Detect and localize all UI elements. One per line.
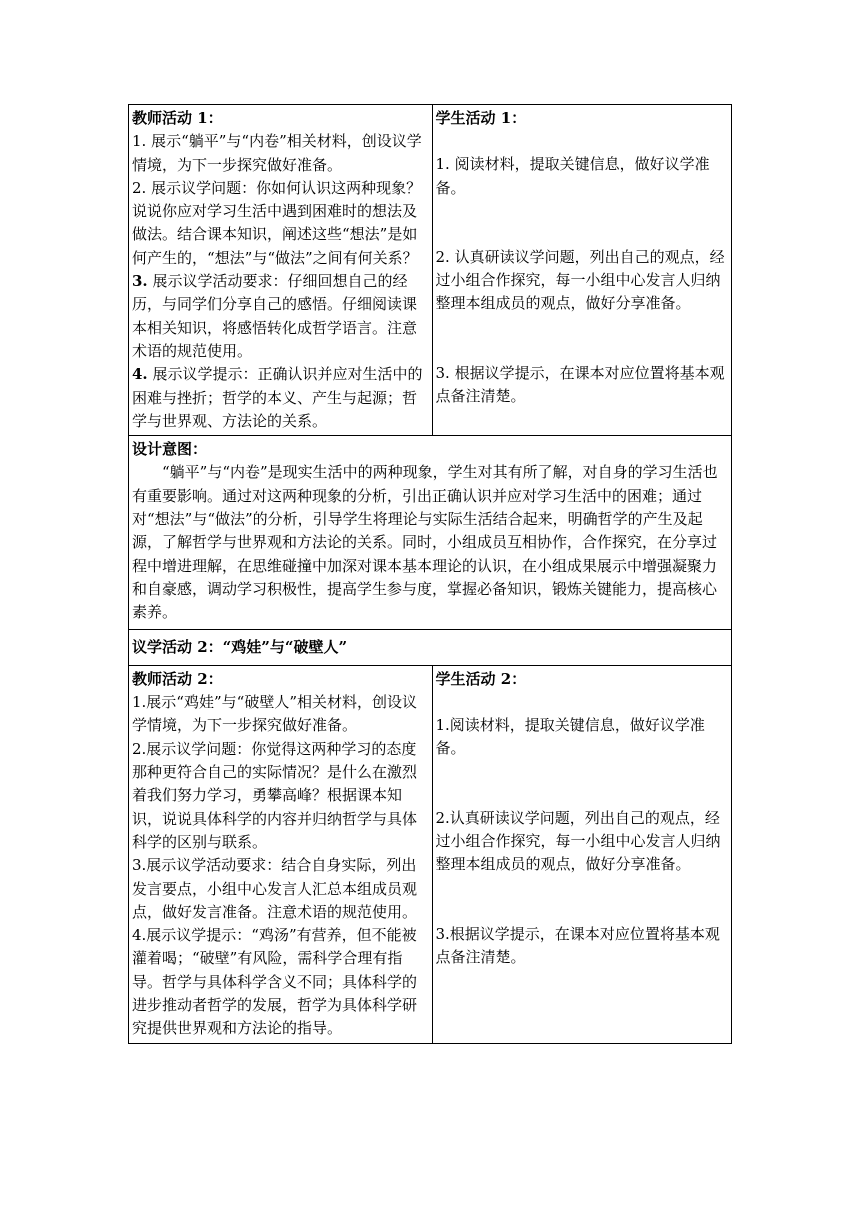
activity2-row bbox=[129, 665, 732, 1043]
design-intent-body: “躺平”与“内卷”是现实生活中的两种现象，学生对其有所了解，对自身的学习生活也有重要影响。通过对这两种现象的分析，引出正确认识并应对学习生活中的困难；通过对“想法”与“做法”的分析，引导学生将理论与实际生活结合起来，明确哲学的产生及起源，了解哲学与世界观和方法论的关系。同时，小组成员互相协作，合作探究，在分享过程中增进理解，在思维碰撞中加深对课本基本理论的认识，在小组成果展示中增强凝聚力和自豪感，调动学习积极性，提高学生参与度，掌握必备知识，锻炼关键能力，提高核心素养。 bbox=[132, 463, 718, 622]
teacher-activity1-title: 教师活动 1： bbox=[132, 109, 223, 127]
teacher-activity1-item-4: 4. 展示议学提示：正确认识并应对生活中的困难与挫折；哲学的本义、产生与起源；哲学与世界观、方法论的关系。 bbox=[132, 365, 423, 430]
teacher-activity2-item-4: 4.展示议学提示：“鸡汤”有营养，但不能被灌着喝；“破壁”有风险，需科学合理有指导。哲学与具体科学含义不同；具体科学的进步推动者哲学的发展，哲学为具体科学研究提供世界观和方法论的指导。 bbox=[132, 926, 418, 1038]
teacher-activity2-cell bbox=[129, 665, 433, 1043]
student-activity1-item-1: 1. 阅读材料，提取关键信息，做好议学准备。 bbox=[435, 155, 710, 197]
student-activity2-title: 学生活动 2： bbox=[435, 669, 527, 688]
student-activity1-item-3: 3. 根据议学提示，在课本对应位置将基本观点备注清楚。 bbox=[435, 363, 725, 406]
student-activity2-item-3: 3.根据议学提示，在课本对应位置将基本观点备注清楚。 bbox=[435, 924, 720, 966]
activity1-row bbox=[129, 105, 732, 436]
design-intent-title: 设计意图： bbox=[132, 440, 208, 459]
student-activity2-cell bbox=[432, 665, 732, 1043]
activity2-title-row bbox=[129, 629, 732, 665]
student-activity1-item-2: 2. 认真研读议学问题，列出自己的观点，经过小组合作探究，每一小组中心发言人归纳整理本组成员的观点，做好分享准备。 bbox=[435, 247, 725, 313]
student-activity1-title: 学生活动 1： bbox=[435, 109, 527, 127]
lesson-plan-table bbox=[128, 104, 732, 1044]
teacher-activity2-title: 教师活动 2： bbox=[132, 669, 223, 688]
activity2-title: 议学活动 2：“鸡娃”与“破壁人” bbox=[129, 629, 732, 665]
teacher-activity1-item-1: 1. 展示“躺平”与“内卷”相关材料，创设议学情境，为下一步探究做好准备。 bbox=[132, 132, 422, 174]
teacher-activity2-item-2: 2.展示议学问题：你觉得这两种学习的态度那种更符合自己的实际情况？是什么在激烈着我们努力学习，勇攀高峰？根据课本知识，说说具体科学的内容并归纳哲学与具体科学的区别与联系。 bbox=[132, 739, 418, 851]
design-intent-row bbox=[129, 436, 732, 629]
teacher-activity2-item-1: 1.展示“鸡娃”与“破壁人”相关材料，创设议学情境，为下一步探究做好准备。 bbox=[132, 693, 417, 735]
teacher-activity1-item-2: 2. 展示议学问题：你如何认识这两种现象？说说你应对学习生活中遇到困难时的想法及做法。结合课本知识，阐述这些“想法”是如何产生的，“想法”与“做法”之间有何关系？ bbox=[132, 178, 422, 267]
teacher-activity1-item-3: 3. 展示议学活动要求：仔细回想自己的经历，与同学们分享自己的感悟。仔细阅读课本相关知识，将感悟转化成哲学语言。注意术语的规范使用。 bbox=[132, 272, 418, 360]
teacher-activity1-cell bbox=[129, 105, 433, 436]
student-activity2-item-1: 1.阅读材料，提取关键信息，做好议学准备。 bbox=[435, 716, 705, 758]
design-intent-cell bbox=[129, 436, 732, 629]
student-activity1-cell bbox=[432, 105, 732, 436]
student-activity2-item-2: 2.认真研读议学问题，列出自己的观点，经过小组合作探究，每一小组中心发言人归纳整理本组成员的观点，做好分享准备。 bbox=[435, 808, 721, 874]
teacher-activity2-item-3: 3.展示议学活动要求：结合自身实际，列出发言要点，小组中心发言人汇总本组成员观点，做好发言准备。注意术语的规范使用。 bbox=[132, 856, 418, 921]
